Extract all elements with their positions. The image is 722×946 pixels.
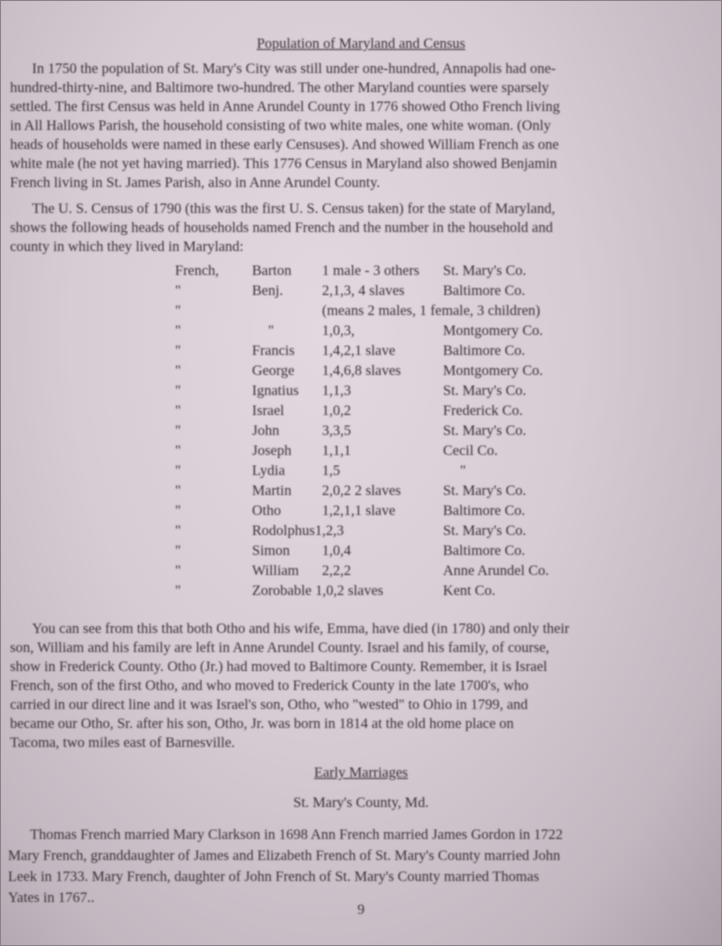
cell-county: Frederick Co.: [443, 403, 523, 419]
cell-household: 1,1,1: [322, 443, 351, 459]
cell-county: Montgomery Co.: [443, 323, 543, 339]
cell-surname: ": [175, 283, 181, 299]
cell-county: Baltimore Co.: [443, 503, 526, 519]
cell-county: St. Mary's Co.: [443, 483, 527, 499]
text-line: In 1750 the population of St. Mary's City was still under one-hundred, Annapolis had one-: [32, 61, 556, 77]
table-row: [0, 583, 722, 601]
cell-given-name: Francis: [252, 343, 295, 359]
text-line: French, son of the first Otho, and who moved to Frederick County in the late 1700's, who: [10, 678, 529, 694]
table-row: [0, 263, 722, 281]
text-line: show in Frederick County. Otho (Jr.) had moved to Baltimore County. Remember, it is Israel: [10, 659, 548, 675]
text-line: hundred-thirty-nine, and Baltimore two-hundred. The other Maryland counties were sparsely: [10, 80, 549, 96]
cell-household: 1,5: [322, 463, 341, 479]
text-line: Yates in 1767..: [8, 890, 95, 906]
cell-surname: ": [175, 583, 181, 599]
cell-surname: ": [175, 303, 181, 319]
cell-given-name: George: [252, 363, 295, 379]
cell-given-name: ": [268, 323, 274, 339]
cell-given-name: Rodolphus1,2,3: [252, 523, 344, 539]
cell-surname: ": [175, 463, 181, 479]
table-row: [0, 283, 722, 301]
cell-household: 1,0,3,: [322, 323, 355, 339]
cell-county: St. Mary's Co.: [443, 383, 527, 399]
table-row: [0, 323, 722, 341]
cell-given-name: John: [252, 423, 280, 439]
text-line: in All Hallows Parish, the household consisting of two white males, one white woman. (Only: [10, 118, 551, 134]
text-line: French living in St. James Parish, also in Anne Arundel County.: [10, 175, 380, 191]
cell-household: (means 2 males, 1 female, 3 children): [322, 303, 541, 319]
cell-county: St. Mary's Co.: [443, 523, 527, 539]
table-row: [0, 423, 722, 441]
table-row: [0, 383, 722, 401]
cell-surname: ": [175, 543, 181, 559]
cell-surname: ": [175, 563, 181, 579]
table-row: [0, 363, 722, 381]
cell-household: 3,3,5: [322, 423, 351, 439]
cell-household: 1,0,4: [322, 543, 351, 559]
cell-surname: ": [175, 523, 181, 539]
cell-household: 1,0,2: [322, 403, 351, 419]
cell-household: 2,2,2: [322, 563, 351, 579]
cell-county: Kent Co.: [443, 583, 496, 599]
cell-given-name: Otho: [252, 503, 281, 519]
cell-household: 2,1,3, 4 slaves: [322, 283, 405, 299]
cell-surname: ": [175, 343, 181, 359]
cell-given-name: Martin: [252, 483, 292, 499]
cell-surname: ": [175, 403, 181, 419]
cell-surname: ": [175, 503, 181, 519]
cell-given-name: Lydia: [252, 463, 286, 479]
cell-surname: ": [175, 423, 181, 439]
cell-county: Baltimore Co.: [443, 543, 526, 559]
page-number: 9: [357, 902, 365, 918]
cell-surname: French,: [175, 263, 219, 279]
table-row: [0, 463, 722, 481]
table-row: [0, 523, 722, 541]
text-line: became our Otho, Sr. after his son, Otho, Jr. was born in 1814 at the old home place on: [10, 716, 514, 732]
text-line: heads of households were named in these early Censuses). And showed William French as one: [10, 137, 559, 153]
text-line: son, William and his family are left in Anne Arundel County. Israel and his family, of course,: [10, 640, 550, 656]
cell-county: St. Mary's Co.: [443, 263, 527, 279]
cell-given-name: Joseph: [252, 443, 292, 459]
section-subheading-county: St. Mary's County, Md.: [293, 795, 429, 811]
cell-county: St. Mary's Co.: [443, 423, 527, 439]
cell-county: ": [460, 463, 466, 479]
table-row: [0, 543, 722, 561]
cell-surname: ": [175, 383, 181, 399]
text-line: Mary French, granddaughter of James and Elizabeth French of St. Mary's County married John: [8, 848, 561, 864]
cell-surname: ": [175, 323, 181, 339]
text-line: Leek in 1733. Mary French, daughter of John French of St. Mary's County married Thomas: [8, 869, 540, 885]
table-row: [0, 563, 722, 581]
cell-household: 1,2,1,1 slave: [322, 503, 396, 519]
section-title: Population of Maryland and Census: [256, 36, 466, 52]
text-line: The U. S. Census of 1790 (this was the first U. S. Census taken) for the state of Maryland,: [32, 201, 556, 217]
text-line: county in which they lived in Maryland:: [10, 239, 244, 255]
cell-given-name: William: [252, 563, 299, 579]
cell-county: Montgomery Co.: [443, 363, 543, 379]
cell-given-name: Israel: [252, 403, 285, 419]
table-row: [0, 343, 722, 361]
cell-given-name: Simon: [252, 543, 290, 559]
cell-given-name: Zorobable 1,0,2 slaves: [252, 583, 384, 599]
text-line: Tacoma, two miles east of Barnesville.: [10, 735, 235, 751]
cell-county: Cecil Co.: [443, 443, 498, 459]
table-row: [0, 503, 722, 521]
table-row: [0, 483, 722, 501]
cell-given-name: Ignatius: [252, 383, 299, 399]
cell-given-name: Benj.: [252, 283, 284, 299]
text-line: You can see from this that both Otho and his wife, Emma, have died (in 1780) and only their: [32, 621, 570, 637]
cell-household: 1,4,6,8 slaves: [322, 363, 401, 379]
text-line: settled. The first Census was held in Anne Arundel County in 1776 showed Otho French living: [10, 99, 560, 115]
cell-household: 2,0,2 2 slaves: [322, 483, 401, 499]
cell-surname: ": [175, 443, 181, 459]
cell-household: 1,4,2,1 slave: [322, 343, 396, 359]
cell-county: Baltimore Co.: [443, 283, 526, 299]
cell-surname: ": [175, 483, 181, 499]
text-line: shows the following heads of households named French and the number in the household and: [10, 220, 553, 236]
text-line: white male (he not yet having married). This 1776 Census in Maryland also showed Benjamin: [10, 156, 557, 172]
cell-household: 1 male - 3 others: [322, 263, 420, 279]
cell-county: Baltimore Co.: [443, 343, 526, 359]
section-heading-marriages: Early Marriages: [314, 765, 408, 781]
cell-county: Anne Arundel Co.: [443, 563, 549, 579]
table-row: [0, 403, 722, 421]
table-row: [0, 443, 722, 461]
cell-surname: ": [175, 363, 181, 379]
cell-given-name: Barton: [252, 263, 292, 279]
table-row: [0, 303, 722, 321]
cell-household: 1,1,3: [322, 383, 351, 399]
text-line: carried in our direct line and it was Israel's son, Otho, who "wested" to Ohio in 1799, and: [10, 697, 528, 713]
text-line: Thomas French married Mary Clarkson in 1698 Ann French married James Gordon in 1722: [30, 827, 563, 843]
